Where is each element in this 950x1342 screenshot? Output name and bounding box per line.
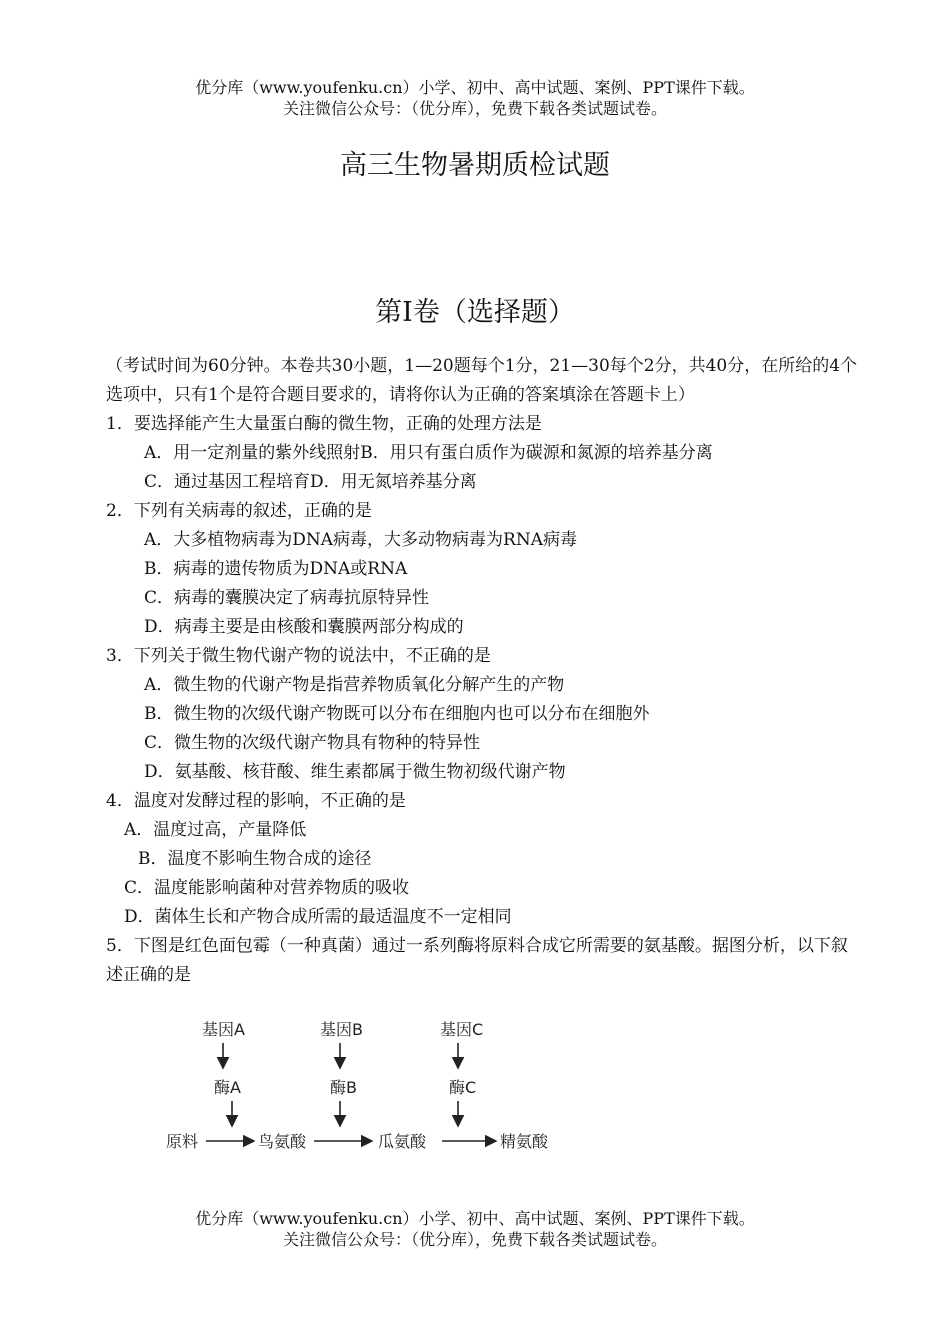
question-1-option-c: C．通过基因工程培育	[144, 472, 311, 492]
question-4-option-c: C．温度能影响菌种对营养物质的吸收	[124, 878, 410, 898]
question-1-option-d: D．用无氮培养基分离	[310, 472, 477, 492]
section-title: 第I卷（选择题）	[375, 297, 575, 328]
question-3-option-c: C．微生物的次级代谢产物具有物种的特异性	[144, 733, 481, 753]
instructions: （考试时间为60分钟。本卷共30小题，1—20题每个1分，21—30每个2分，共40分，在所给的4个选项中，只有1个是符合题目要求的，请将你认为正确的答案填涂在答题卡上）	[106, 356, 858, 405]
question-5-stem: 5．下图是红色面包霉（一种真菌）通过一系列酶将原料合成它所需要的氨基酸。据图分析，以下叙述正确的是	[106, 936, 848, 985]
exam-title: 高三生物暑期质检试题	[340, 150, 610, 181]
arginine-label: 精氨酸	[500, 1132, 549, 1151]
enzyme-b-label: 酶B	[330, 1078, 357, 1097]
question-1-option-b: B．用只有蛋白质作为碳源和氮源的培养基分离	[360, 443, 713, 463]
question-3-option-a: A．微生物的代谢产物是指营养物质氧化分解产生的产物	[144, 675, 565, 695]
header-line-2: 关注微信公众号：（优分库），免费下载各类试题试卷。	[282, 99, 667, 118]
enzyme-a-label: 酶A	[214, 1078, 241, 1097]
question-3-option-d: D．氨基酸、核苷酸、维生素都属于微生物初级代谢产物	[144, 762, 566, 782]
question-2-option-c: C．病毒的囊膜决定了病毒抗原特异性	[144, 588, 430, 608]
question-1-stem: 1．要选择能产生大量蛋白酶的微生物，正确的处理方法是	[106, 414, 542, 434]
question-2-option-d: D．病毒主要是由核酸和囊膜两部分构成的	[144, 617, 464, 637]
footer-line-1: 优分库（www.youfenku.cn）小学、初中、高中试题、案例、PPT课件下载。	[195, 1209, 755, 1228]
header-line-1: 优分库（www.youfenku.cn）小学、初中、高中试题、案例、PPT课件下载。	[195, 78, 755, 97]
gene-c-label: 基因C	[440, 1020, 484, 1039]
footer-line-2: 关注微信公众号：（优分库），免费下载各类试题试卷。	[282, 1230, 667, 1249]
enzyme-c-label: 酶C	[449, 1078, 477, 1097]
raw-material-label: 原料	[166, 1132, 199, 1151]
question-1-options-row-1	[106, 439, 861, 468]
page-footer	[0, 1208, 950, 1250]
amino-acid-pathway-diagram	[160, 1013, 560, 1173]
question-2-stem: 2．下列有关病毒的叙述，正确的是	[106, 501, 372, 521]
question-4-option-b: B．温度不影响生物合成的途径	[138, 849, 372, 869]
question-1-options-row-2	[106, 468, 861, 497]
pathway-svg	[160, 1013, 560, 1173]
question-3-option-b: B．微生物的次级代谢产物既可以分布在细胞内也可以分布在细胞外	[144, 704, 650, 724]
question-1-option-a: A．用一定剂量的紫外线照射	[144, 443, 361, 463]
question-3-stem: 3．下列关于微生物代谢产物的说法中，不正确的是	[106, 646, 491, 666]
question-4-stem: 4．温度对发酵过程的影响，不正确的是	[106, 791, 406, 811]
question-4-option-a: A．温度过高，产量降低	[124, 820, 307, 840]
question-2-option-b: B．病毒的遗传物质为DNA或RNA	[144, 559, 408, 579]
question-4-option-d: D．菌体生长和产物合成所需的最适温度不一定相同	[124, 907, 512, 927]
question-2-option-a: A．大多植物病毒为DNA病毒，大多动物病毒为RNA病毒	[144, 530, 578, 550]
page-header	[0, 77, 950, 119]
citrulline-label: 瓜氨酸	[378, 1132, 427, 1151]
gene-b-label: 基因B	[320, 1020, 363, 1039]
gene-a-label: 基因A	[202, 1020, 245, 1039]
question-body	[106, 352, 861, 990]
ornithine-label: 鸟氨酸	[258, 1132, 307, 1151]
